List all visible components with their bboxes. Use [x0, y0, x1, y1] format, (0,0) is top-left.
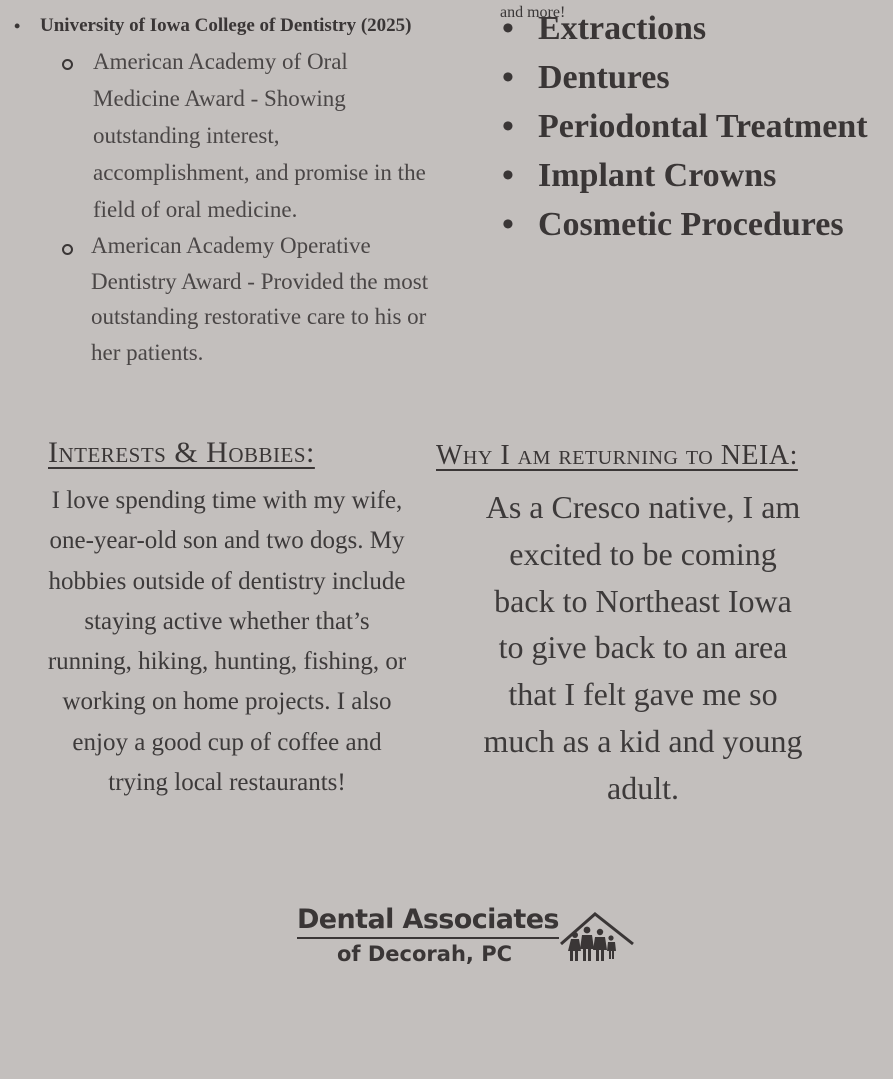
interests-line: enjoy a good cup of coffee and — [72, 728, 382, 756]
award-line: American Academy of Oral — [93, 49, 348, 74]
award-line: field of oral medicine. — [93, 197, 298, 222]
award-line: Medicine Award - Showing — [93, 86, 346, 111]
why-line: that I felt gave me so — [508, 676, 778, 713]
award-item — [62, 43, 473, 228]
practice-logo — [297, 904, 642, 974]
why-line: excited to be coming — [509, 535, 777, 572]
education-section — [14, 12, 484, 370]
award-line: accomplishment, and promise in the — [93, 160, 426, 185]
why-heading: Why I am returning to NEIA: — [436, 440, 798, 471]
logo-rule — [297, 937, 559, 939]
service-item: • Periodontal Treatment — [500, 102, 890, 151]
circle-bullet-icon — [62, 244, 73, 255]
services-list — [500, 4, 890, 249]
award-line: Dentistry Award - Provided the most — [91, 268, 429, 294]
family-house-icon — [559, 908, 639, 964]
logo-name: Dental Associates — [297, 904, 559, 935]
why-line: adult. — [607, 769, 679, 806]
logo-subname: of Decorah, PC — [337, 942, 512, 966]
interests-line: hobbies outside of dentistry include — [48, 567, 406, 595]
award-line: her patients. — [91, 339, 204, 365]
education-school: University of Iowa College of Dentistry (2025) — [40, 15, 412, 36]
interests-line: trying local restaurants! — [108, 769, 346, 797]
interests-line: I love spending time with my wife, — [51, 487, 403, 514]
award-item — [62, 228, 471, 370]
service-item: • Cosmetic Procedures — [500, 200, 890, 249]
service-item: • Dentures — [500, 53, 890, 102]
interests-line: staying active whether that’s — [84, 607, 370, 635]
interests-heading: Interests & Hobbies: — [48, 436, 315, 469]
interests-line: working on home projects. I also — [62, 688, 392, 716]
why-text — [446, 484, 840, 812]
award-line: outstanding restorative care to his or — [91, 304, 427, 329]
award-line: American Academy Operative — [91, 233, 371, 258]
why-line: much as a kid and young — [483, 722, 803, 759]
why-line: to give back to an area — [498, 629, 788, 666]
services-more: and more! — [500, 4, 566, 21]
education-item — [14, 12, 484, 40]
award-line: outstanding interest, — [93, 123, 280, 148]
why-line: As a Cresco native, I am — [485, 489, 801, 525]
interests-text — [14, 481, 440, 803]
service-item: • Implant Crowns — [500, 151, 890, 200]
why-line: back to Northeast Iowa — [494, 582, 792, 619]
interests-line: running, hiking, hunting, fishing, or — [47, 648, 407, 676]
interests-line: one-year-old son and two dogs. My — [49, 527, 405, 555]
bullet-icon: • — [14, 16, 21, 36]
circle-bullet-icon — [62, 59, 73, 70]
service-item: • Extractions — [500, 4, 890, 53]
